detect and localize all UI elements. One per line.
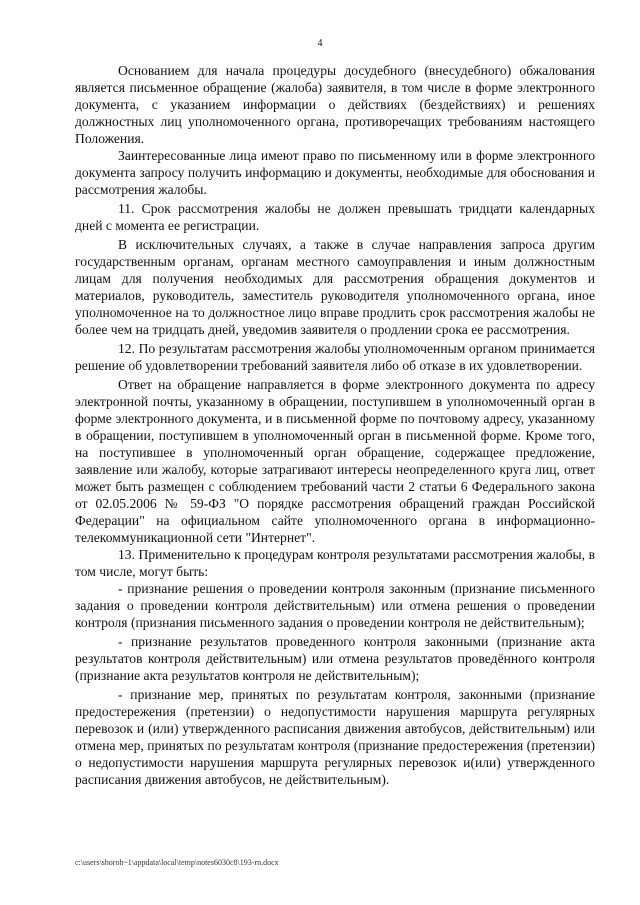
page-number: 4 [317,38,323,49]
paragraph-appeal-basis: Основанием для начала процедуры досудебного (внесудебного) обжалования является письменное обращение (жалоба) заявителя, в том числе в форме электронного документа, с указанием информации о действиях (бездействиях) и решениях должностных лиц уполномоченного органа, противоречащих требованиям настоящего Положения. [75,63,595,146]
list-item-control-measures: - признание мер, принятых по результатам контроля, законными (признание предостережения (претензии) о недопустимости нарушения маршрута регулярных перевозок и (или) утвержденного расписания движения автобусов, действительным) или отмена мер, принятых по результатам контроля (признание предостережения (претензии) о недопустимости нарушения маршрута регулярных перевозок и(или) утвержденного расписания движения автобусов, не действительным). [75,687,595,787]
paragraph-exceptional-cases: В исключительных случаях, а также в случае направления запроса другим государственным органам, органам местного самоуправления и иным должностным лицам для получения необходимых для рассмотрения обращения документов и материалов, руководитель, заместитель руководителя уполномоченного органа, иное уполномоченное на то должностное лицо вправе продлить срок рассмотрения жалобы не более чем на тридцать дней, уведомив заявителя о продлении срока ее рассмотрения. [75,237,595,337]
paragraph-11-review-period: 11. Срок рассмотрения жалобы не должен превышать тридцати календарных дней с момента ее регистрации. [75,201,595,233]
paragraph-13-control-results: 13. Применительно к процедурам контроля результатами рассмотрения жалобы, в том числе, могут быть: [75,547,595,579]
paragraph-interested-persons: Заинтересованные лица имеют право по письменному или в форме электронного документа запросу получить информацию и документы, необходимые для обоснования и рассмотрения жалобы. [75,148,595,197]
paragraph-response-delivery: Ответ на обращение направляется в форме электронного документа по адресу электронной почты, указанному в обращении, поступившем в уполномоченный орган в форме электронного документа, и в письменной форме по почтовому адресу, указанному в обращении, поступившем в уполномоченный орган в письменной форме. Кроме того, на поступившее в уполномоченный орган обращение, содержащее предложение, заявление или жалобу, которые затрагивают интересы неопределенного круга лиц, ответ может быть размещен с соблюдением требований части 2 статьи 6 Федерального закона от 02.05.2006 № 59-ФЗ "О порядке рассмотрения обращений граждан Российской Федерации" на официальном сайте уполномоченного органа в информационно-телекоммуникационной сети "Интернет". [75,377,595,545]
paragraph-12-decision: 12. По результатам рассмотрения жалобы уполномоченным органом принимается решение об удовлетворении требований заявителя либо об отказе в их удовлетворении. [75,341,595,373]
list-item-control-results: - признание результатов проведенного контроля законными (признание акта результатов контроля действительным) или отмена результатов проведённого контроля (признание акта результатов контроля не действительным); [75,634,595,683]
list-item-control-decision: - признание решения о проведении контроля законным (признание письменного задания о проведении контроля действительным) или отмена решения о проведении контроля (признания письменного задания о проведении контроля не действительным); [75,581,595,630]
document-body [75,62,595,788]
footer-file-path: c:\users\shoroh~1\appdata\local\temp\notes6030c8\193-rn.docx [75,858,279,867]
